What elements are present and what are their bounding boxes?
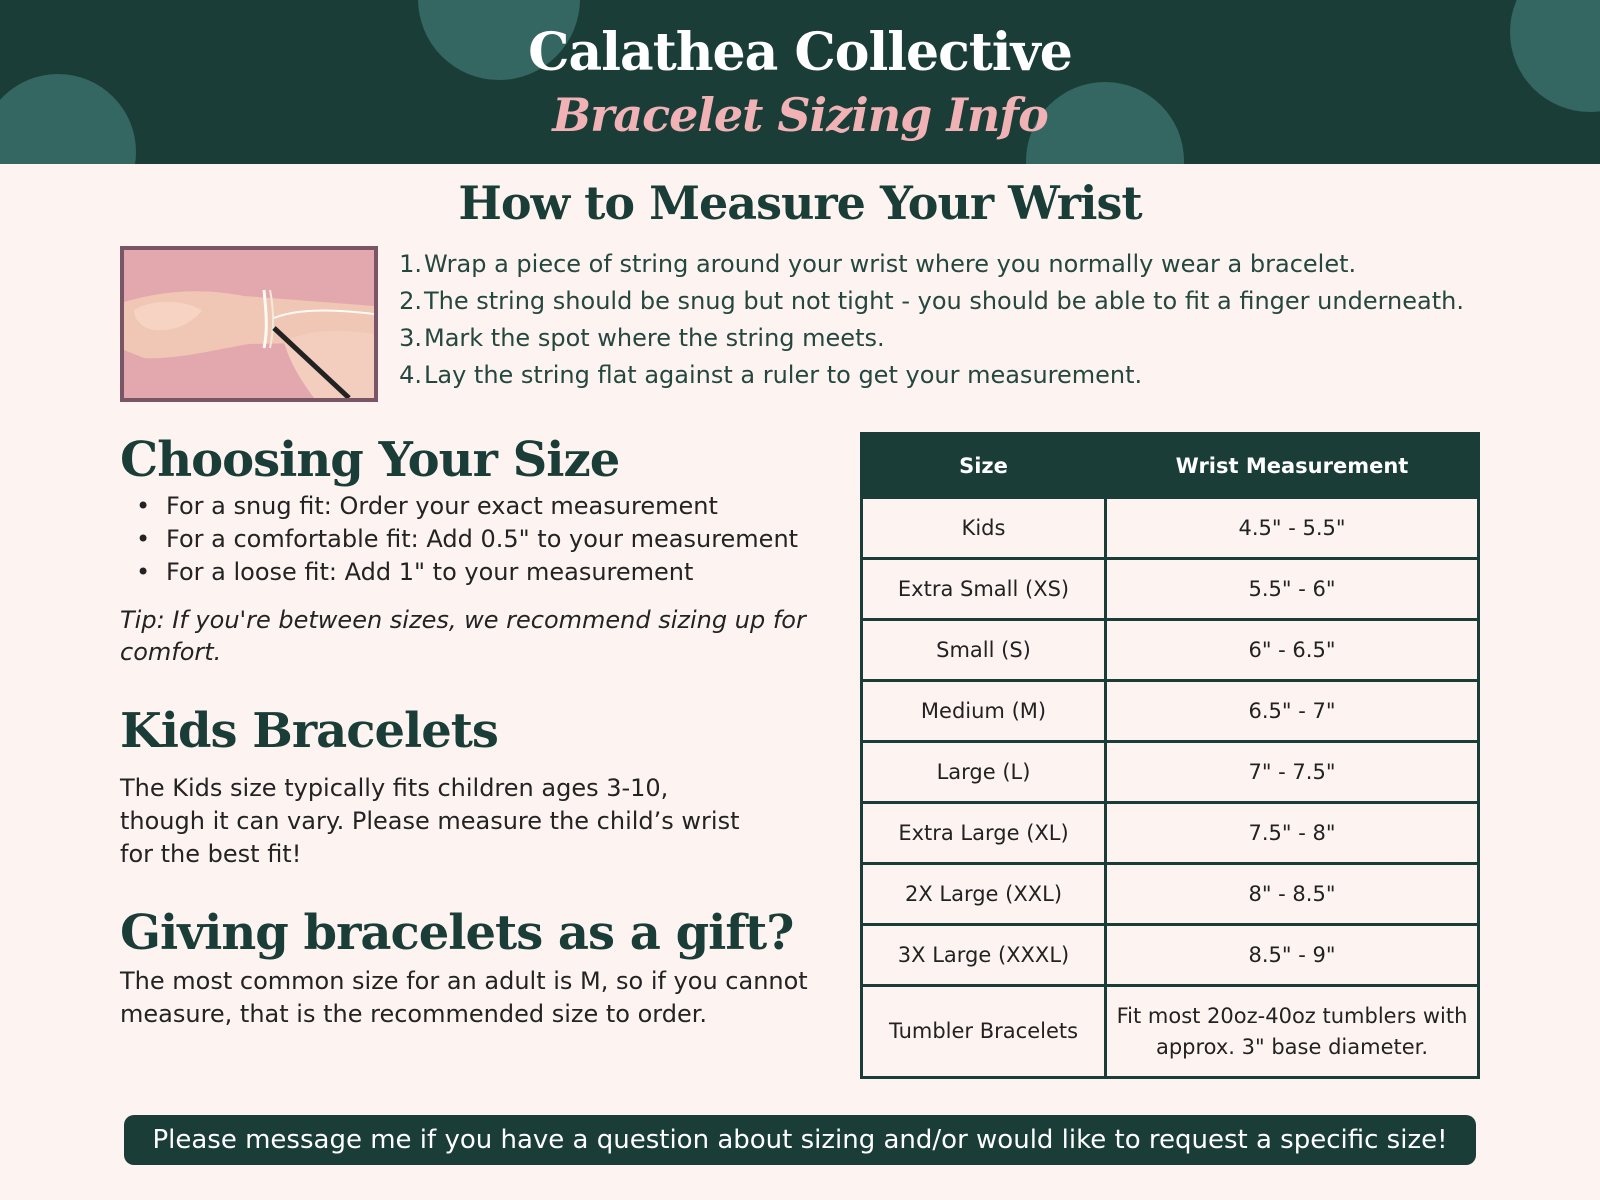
bullet-text: For a comfortable fit: Add 0.5" to your measurement — [166, 525, 799, 553]
size-chart-table — [860, 432, 1480, 1079]
step-number: 3. — [399, 324, 422, 352]
bullet-icon: • — [136, 558, 151, 586]
list-item — [398, 320, 1588, 357]
measurement-cell: 7" - 7.5" — [1106, 742, 1479, 803]
brand-title: Calathea Collective — [528, 22, 1072, 83]
table-row — [862, 559, 1479, 620]
measurement-cell: 6" - 6.5" — [1106, 620, 1479, 681]
step-text: The string should be snug but not tight - you should be able to fit a finger underneath. — [424, 287, 1464, 315]
wrist-measuring-photo — [120, 246, 378, 402]
measurement-cell: 6.5" - 7" — [1106, 681, 1479, 742]
size-cell: Extra Large (XL) — [862, 803, 1106, 864]
list-item — [136, 523, 798, 556]
measurement-cell: 8.5" - 9" — [1106, 925, 1479, 986]
list-item — [136, 556, 798, 589]
table-row — [862, 803, 1479, 864]
list-item — [398, 283, 1588, 320]
measurement-cell: Fit most 20oz-40oz tumblers with approx. 3" base diameter. — [1106, 986, 1479, 1078]
size-cell: Tumbler Bracelets — [862, 986, 1106, 1078]
table-row — [862, 986, 1479, 1078]
kids-bracelets-heading: Kids Bracelets — [120, 703, 498, 759]
table-header-row — [862, 434, 1479, 498]
list-item — [398, 357, 1588, 394]
wrist-illustration — [124, 250, 374, 398]
table-row — [862, 498, 1479, 559]
table-row — [862, 925, 1479, 986]
bullet-icon: • — [136, 525, 151, 553]
step-number: 2. — [399, 287, 422, 315]
step-number: 4. — [399, 361, 422, 389]
table-row — [862, 742, 1479, 803]
step-text: Mark the spot where the string meets. — [424, 324, 885, 352]
size-cell: Kids — [862, 498, 1106, 559]
header-banner — [0, 0, 1600, 164]
table-row — [862, 620, 1479, 681]
bullet-text: For a loose fit: Add 1" to your measurement — [166, 558, 694, 586]
page-subtitle: Bracelet Sizing Info — [552, 88, 1048, 142]
step-number: 1. — [399, 250, 422, 278]
measurement-cell: 5.5" - 6" — [1106, 559, 1479, 620]
gift-text: The most common size for an adult is M, so if you cannot measure, that is the recommended size to order. — [120, 967, 808, 1028]
sizing-tip: Tip: If you're between sizes, we recommend sizing up for comfort. — [120, 606, 806, 666]
size-cell: Large (L) — [862, 742, 1106, 803]
gift-heading: Giving bracelets as a gift? — [120, 905, 794, 961]
size-cell: 2X Large (XXL) — [862, 864, 1106, 925]
kids-bracelets-text: The Kids size typically fits children ages 3-10, though it can vary. Please measure the child’s wrist for the best fit! — [120, 774, 740, 868]
list-item — [136, 490, 798, 523]
step-text: Lay the string flat against a ruler to get your measurement. — [424, 361, 1143, 389]
measure-heading: How to Measure Your Wrist — [458, 176, 1142, 230]
column-header-size: Size — [862, 434, 1106, 498]
choosing-size-heading: Choosing Your Size — [120, 432, 620, 488]
bullet-icon: • — [136, 492, 151, 520]
size-cell: Extra Small (XS) — [862, 559, 1106, 620]
measurement-cell: 7.5" - 8" — [1106, 803, 1479, 864]
table-row — [862, 681, 1479, 742]
measure-steps — [398, 246, 1588, 394]
list-item — [398, 246, 1588, 283]
size-cell: 3X Large (XXXL) — [862, 925, 1106, 986]
table-row — [862, 864, 1479, 925]
bullet-text: For a snug fit: Order your exact measurement — [166, 492, 718, 520]
measurement-cell: 4.5" - 5.5" — [1106, 498, 1479, 559]
measurement-cell: 8" - 8.5" — [1106, 864, 1479, 925]
size-cell: Small (S) — [862, 620, 1106, 681]
fit-options-list — [136, 490, 798, 589]
contact-banner: Please message me if you have a question about sizing and/or would like to request a specific size! — [124, 1115, 1476, 1165]
step-text: Wrap a piece of string around your wrist where you normally wear a bracelet. — [424, 250, 1357, 278]
size-cell: Medium (M) — [862, 681, 1106, 742]
column-header-wrist-measurement: Wrist Measurement — [1106, 434, 1479, 498]
